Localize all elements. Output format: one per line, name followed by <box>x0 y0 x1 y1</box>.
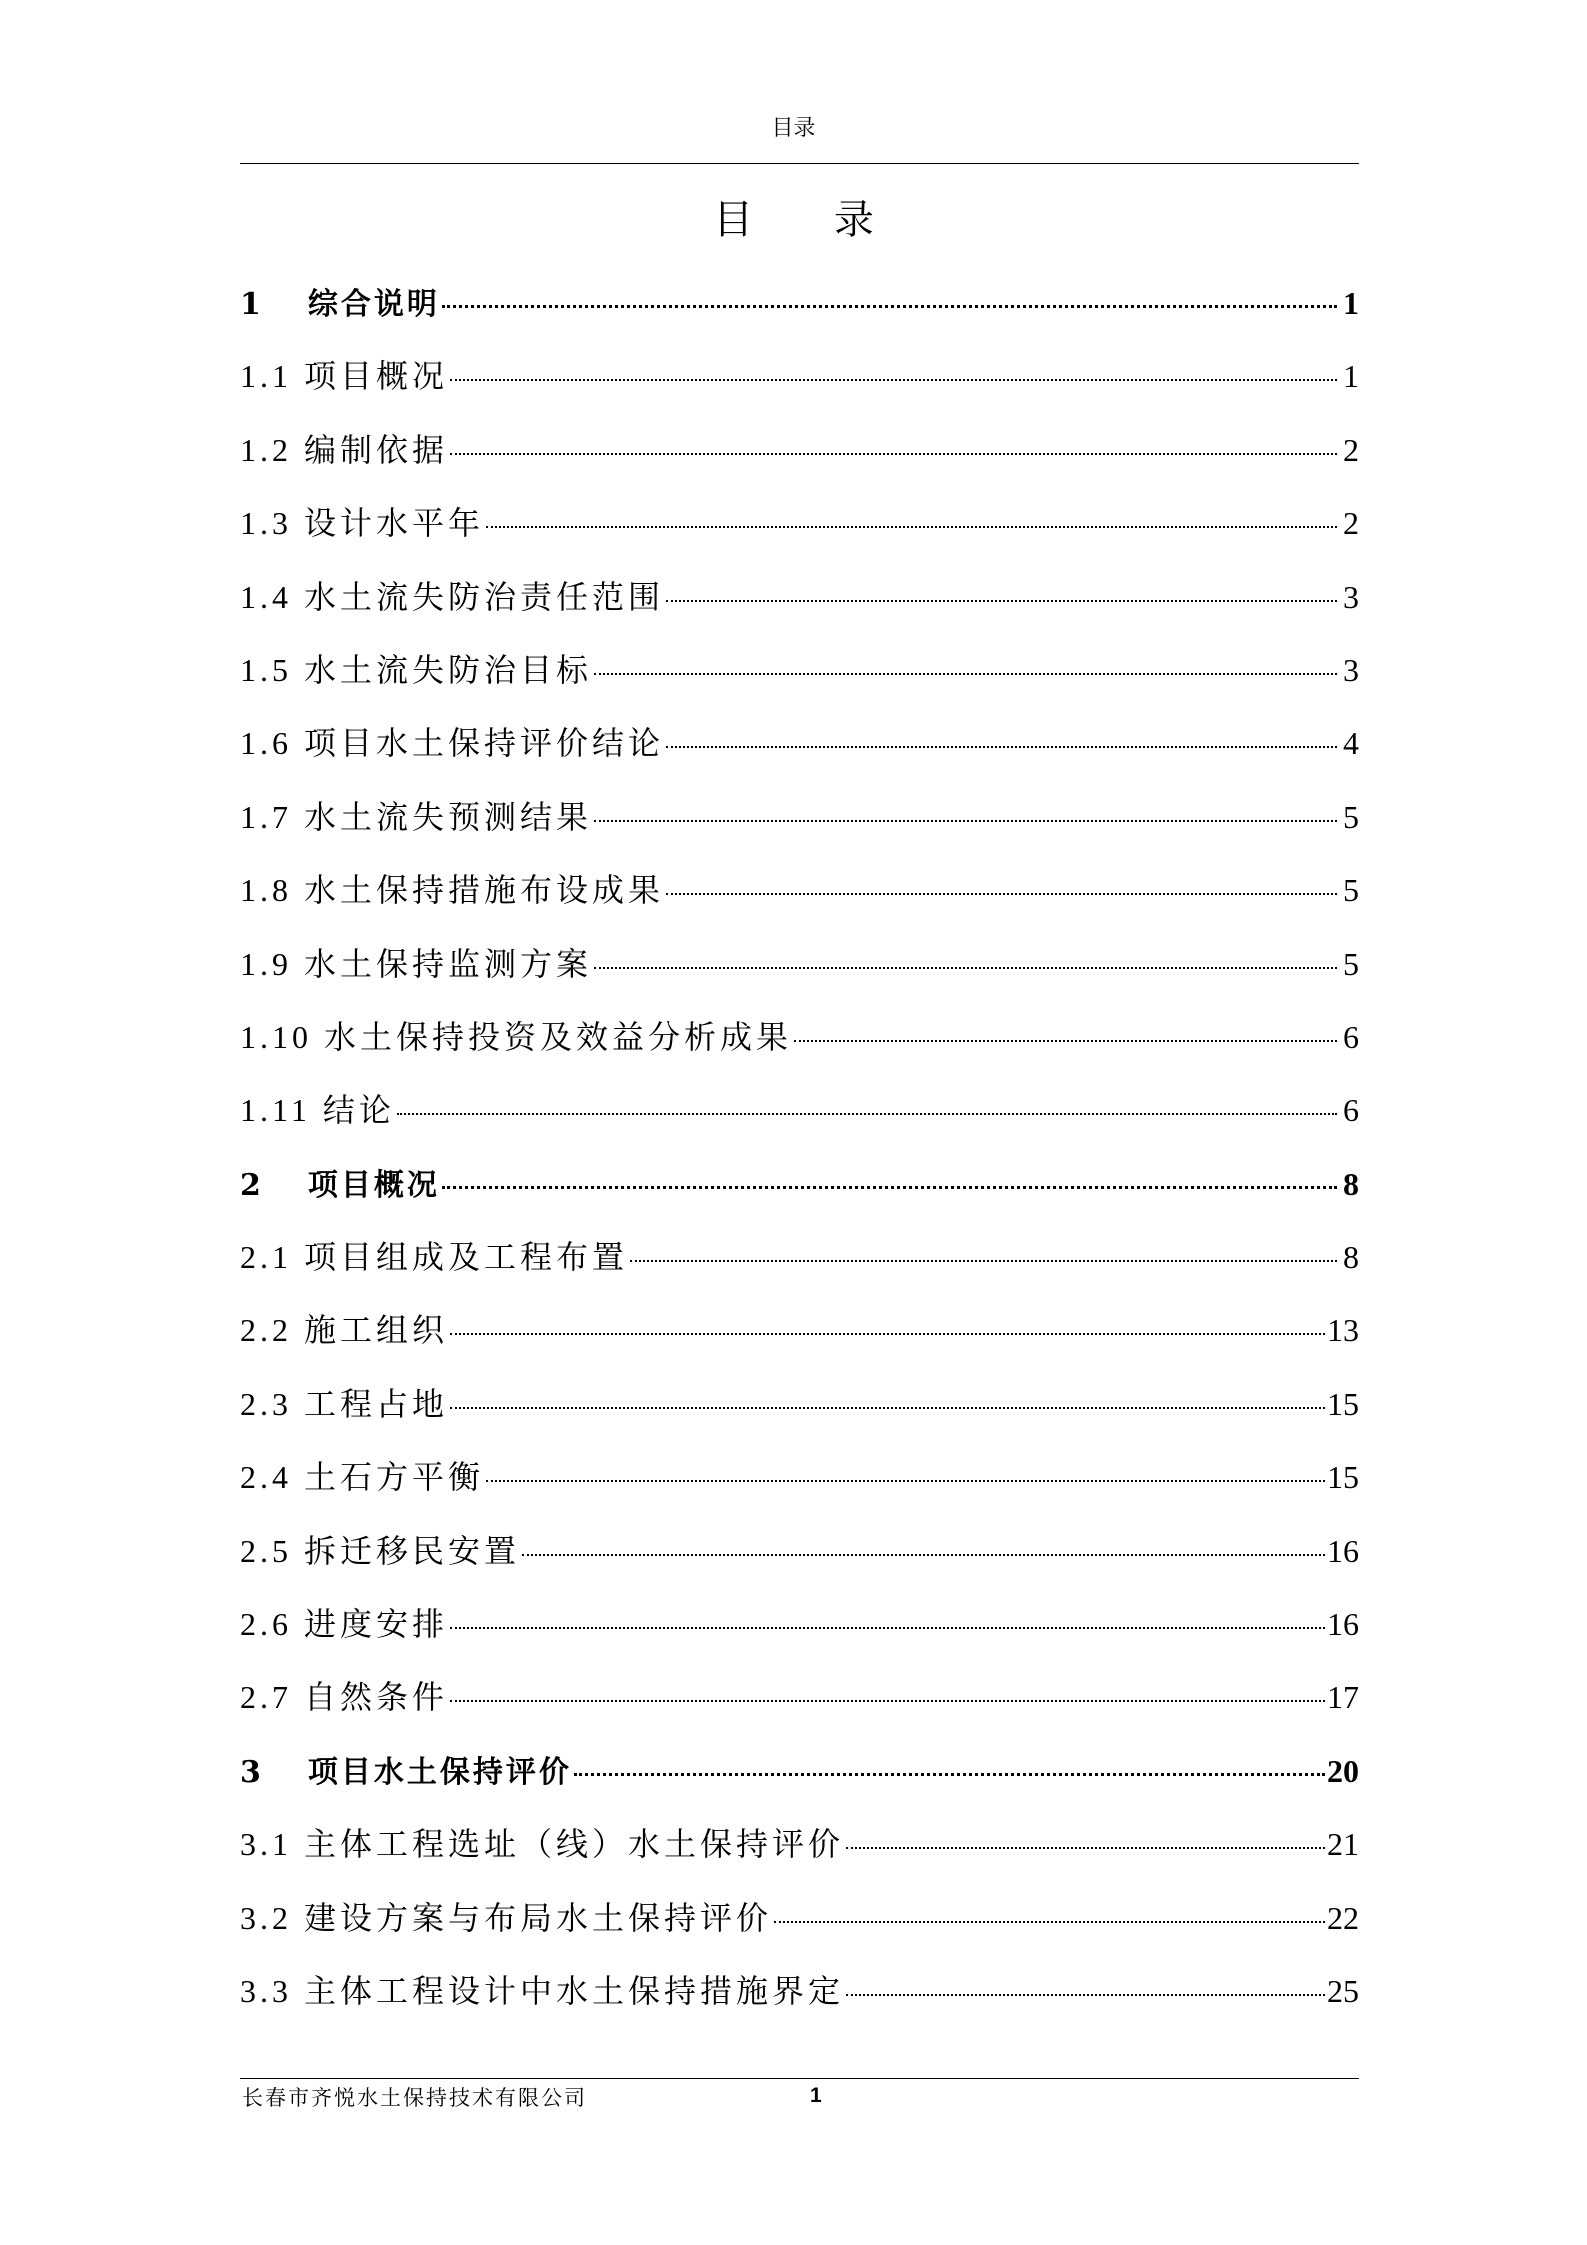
toc-dot-leader <box>486 526 1337 528</box>
toc-dot-leader <box>594 967 1337 969</box>
toc-entry-label <box>240 1157 440 1215</box>
toc-entry[interactable] <box>240 568 1359 641</box>
toc-entry-page: 15 <box>1327 1459 1359 1496</box>
toc-entry-number: 2 <box>240 1167 264 1203</box>
toc-entry-title: 综合说明 <box>307 287 440 322</box>
toc-entry-number: 3.3 <box>240 1972 292 2009</box>
toc-entry-page: 4 <box>1343 725 1359 762</box>
toc-entry-number: 1.11 <box>240 1092 311 1129</box>
toc-dot-leader <box>794 1040 1337 1042</box>
toc-entry-label <box>240 1522 520 1580</box>
toc-entry-number: 3.2 <box>240 1899 292 1936</box>
toc-dot-leader <box>774 1921 1325 1923</box>
toc-dot-leader <box>522 1554 1325 1556</box>
toc-entry-label <box>240 1595 448 1653</box>
toc-entry[interactable] <box>240 1228 1359 1301</box>
toc-entry-title: 进度安排 <box>304 1606 449 1643</box>
toc-entry-title: 项目概况 <box>307 1167 440 1203</box>
toc-entry-label <box>240 1744 572 1802</box>
toc-entry[interactable] <box>240 274 1359 347</box>
toc-entry-title: 项目水土保持评价 <box>307 1754 572 1790</box>
toc-dot-leader <box>450 1333 1325 1335</box>
toc-entry[interactable] <box>240 861 1359 934</box>
toc-entry[interactable] <box>240 935 1359 1008</box>
toc-entry-label <box>240 276 440 334</box>
toc-entry-title: 主体工程选址（线）水土保持评价 <box>304 1826 845 1863</box>
toc-entry-number: 1.7 <box>240 798 292 835</box>
toc-entry-page: 16 <box>1327 1606 1359 1643</box>
toc-entry-page: 3 <box>1343 651 1359 688</box>
toc-entry-page: 2 <box>1343 431 1359 468</box>
toc-entry-label <box>240 1448 484 1506</box>
toc-entry-title: 拆迁移民安置 <box>304 1532 521 1569</box>
toc-dot-leader <box>486 1480 1325 1482</box>
toc-entry[interactable] <box>240 347 1359 420</box>
toc-entry-page: 8 <box>1343 1165 1359 1202</box>
toc-entry-label <box>240 714 664 772</box>
toc-dot-leader <box>666 893 1337 895</box>
toc-entry-number: 1.9 <box>240 945 292 982</box>
toc-entry-number: 3 <box>240 1754 264 1790</box>
toc-dot-leader <box>574 1773 1325 1776</box>
toc-entry[interactable] <box>240 1815 1359 1888</box>
toc-entry[interactable] <box>240 421 1359 494</box>
toc-title: 目 录 <box>713 197 908 243</box>
toc-entry-label <box>240 1081 395 1139</box>
footer-page-number: 1 <box>810 2084 822 2107</box>
toc-entry[interactable] <box>240 494 1359 567</box>
toc-entry-number: 2.5 <box>240 1532 292 1569</box>
footer-company-name: 长春市齐悦水土保持技术有限公司 <box>242 2086 587 2110</box>
toc-entry[interactable] <box>240 1081 1359 1154</box>
toc-entry[interactable] <box>240 1522 1359 1595</box>
toc-entry-title: 工程占地 <box>304 1385 449 1422</box>
toc-entry-label <box>240 568 664 626</box>
toc-entry-title: 水土流失防治责任范围 <box>304 578 665 615</box>
toc-entry-number: 1.6 <box>240 725 292 762</box>
toc-entry-label <box>240 347 448 405</box>
toc-dot-leader <box>846 1847 1325 1849</box>
toc-entry-number: 1.2 <box>240 431 292 468</box>
toc-entry-page: 21 <box>1327 1826 1359 1863</box>
toc-entry-page: 5 <box>1343 798 1359 835</box>
toc-dot-leader <box>450 1407 1325 1409</box>
toc-entry-label <box>240 1962 844 2020</box>
toc-entry-page: 5 <box>1343 872 1359 909</box>
toc-entry-page: 13 <box>1327 1312 1359 1349</box>
toc-entry-title: 编制依据 <box>304 431 449 468</box>
toc-entry-title: 水土保持措施布设成果 <box>304 872 665 909</box>
toc-entry[interactable] <box>240 1375 1359 1448</box>
toc-dot-leader <box>442 1186 1337 1189</box>
toc-entry-label <box>240 861 664 919</box>
toc-entry-label <box>240 421 448 479</box>
toc-entry-label <box>240 1008 792 1066</box>
toc-entry-number: 2.2 <box>240 1312 292 1349</box>
toc-entry-page: 17 <box>1327 1679 1359 1716</box>
toc-dot-leader <box>450 1700 1325 1702</box>
toc-entry-label <box>240 788 592 846</box>
footer-divider <box>240 2078 1359 2079</box>
toc-entry-page: 16 <box>1327 1532 1359 1569</box>
toc-entry[interactable] <box>240 1962 1359 2035</box>
toc-entry[interactable] <box>240 714 1359 787</box>
toc-dot-leader <box>630 1260 1337 1262</box>
toc-dot-leader <box>450 453 1337 455</box>
toc-entry[interactable] <box>240 1301 1359 1374</box>
toc-entry[interactable] <box>240 1155 1359 1228</box>
toc-entry[interactable] <box>240 1595 1359 1668</box>
toc-dot-leader <box>666 746 1337 748</box>
toc-entry-number: 2.7 <box>240 1679 292 1716</box>
toc-entry-number: 1.1 <box>240 358 292 395</box>
toc-entry-title: 设计水平年 <box>304 505 485 542</box>
toc-entry-title: 主体工程设计中水土保持措施界定 <box>304 1972 845 2009</box>
toc-entry-number: 1.10 <box>240 1018 312 1055</box>
toc-entry-page: 20 <box>1327 1752 1359 1789</box>
toc-entry-number: 1.5 <box>240 651 292 688</box>
toc-entry-number: 2.3 <box>240 1385 292 1422</box>
toc-entry-title: 土石方平衡 <box>304 1459 485 1496</box>
toc-entry-label <box>240 1301 448 1359</box>
toc-entry-label <box>240 1375 448 1433</box>
toc-dot-leader <box>846 1994 1325 1996</box>
toc-entry-page: 25 <box>1327 1972 1359 2009</box>
toc-entry-title: 施工组织 <box>304 1312 449 1349</box>
toc-entry-label <box>240 494 484 552</box>
toc-dot-leader <box>666 600 1337 602</box>
toc-entry-title: 项目组成及工程布置 <box>304 1239 629 1276</box>
toc-entry-title: 结论 <box>322 1092 395 1129</box>
toc-entry-number: 3.1 <box>240 1826 292 1863</box>
toc-entry-number: 1 <box>240 287 264 322</box>
toc-entry-title: 水土流失预测结果 <box>304 798 593 835</box>
toc-entry-page: 8 <box>1343 1239 1359 1276</box>
toc-entry-label <box>240 935 592 993</box>
toc-entry[interactable] <box>240 1448 1359 1521</box>
header-divider <box>240 163 1359 164</box>
toc-entry-page: 6 <box>1343 1092 1359 1129</box>
toc-entry-title: 水土保持投资及效益分析成果 <box>324 1018 793 1055</box>
table-of-contents <box>240 274 1359 2035</box>
toc-entry-label <box>240 1668 448 1726</box>
toc-entry-title: 水土流失防治目标 <box>304 651 593 688</box>
toc-entry-label <box>240 641 592 699</box>
toc-entry-title: 项目水土保持评价结论 <box>304 725 665 762</box>
toc-entry-label <box>240 1228 628 1286</box>
toc-entry-label <box>240 1815 844 1873</box>
toc-entry-number: 1.8 <box>240 872 292 909</box>
toc-dot-leader <box>450 379 1337 381</box>
toc-dot-leader <box>397 1113 1337 1115</box>
toc-entry-number: 1.4 <box>240 578 292 615</box>
toc-entry[interactable] <box>240 641 1359 714</box>
toc-entry[interactable] <box>240 788 1359 861</box>
toc-entry-title: 建设方案与布局水土保持评价 <box>304 1899 773 1936</box>
toc-entry-number: 1.3 <box>240 505 292 542</box>
toc-entry[interactable] <box>240 1742 1359 1815</box>
toc-entry-page: 5 <box>1343 945 1359 982</box>
toc-entry-label <box>240 1889 772 1947</box>
toc-entry-page: 6 <box>1343 1018 1359 1055</box>
toc-entry-number: 2.6 <box>240 1606 292 1643</box>
toc-entry-title: 项目概况 <box>304 358 449 395</box>
toc-entry[interactable] <box>240 1889 1359 1962</box>
toc-entry-number: 2.4 <box>240 1459 292 1496</box>
toc-entry-title: 水土保持监测方案 <box>304 945 593 982</box>
toc-entry[interactable] <box>240 1008 1359 1081</box>
toc-entry-page: 22 <box>1327 1899 1359 1936</box>
toc-entry-page: 1 <box>1343 285 1359 321</box>
toc-entry-number: 2.1 <box>240 1239 292 1276</box>
toc-dot-leader <box>594 673 1337 675</box>
toc-entry-page: 3 <box>1343 578 1359 615</box>
toc-entry-page: 1 <box>1343 358 1359 395</box>
toc-entry-title: 自然条件 <box>304 1679 449 1716</box>
toc-entry-page: 2 <box>1343 505 1359 542</box>
toc-dot-leader <box>450 1627 1325 1629</box>
toc-dot-leader <box>594 820 1337 822</box>
header-title: 目录 <box>771 116 816 141</box>
toc-dot-leader <box>442 305 1337 308</box>
toc-entry-page: 15 <box>1327 1385 1359 1422</box>
toc-entry[interactable] <box>240 1668 1359 1741</box>
